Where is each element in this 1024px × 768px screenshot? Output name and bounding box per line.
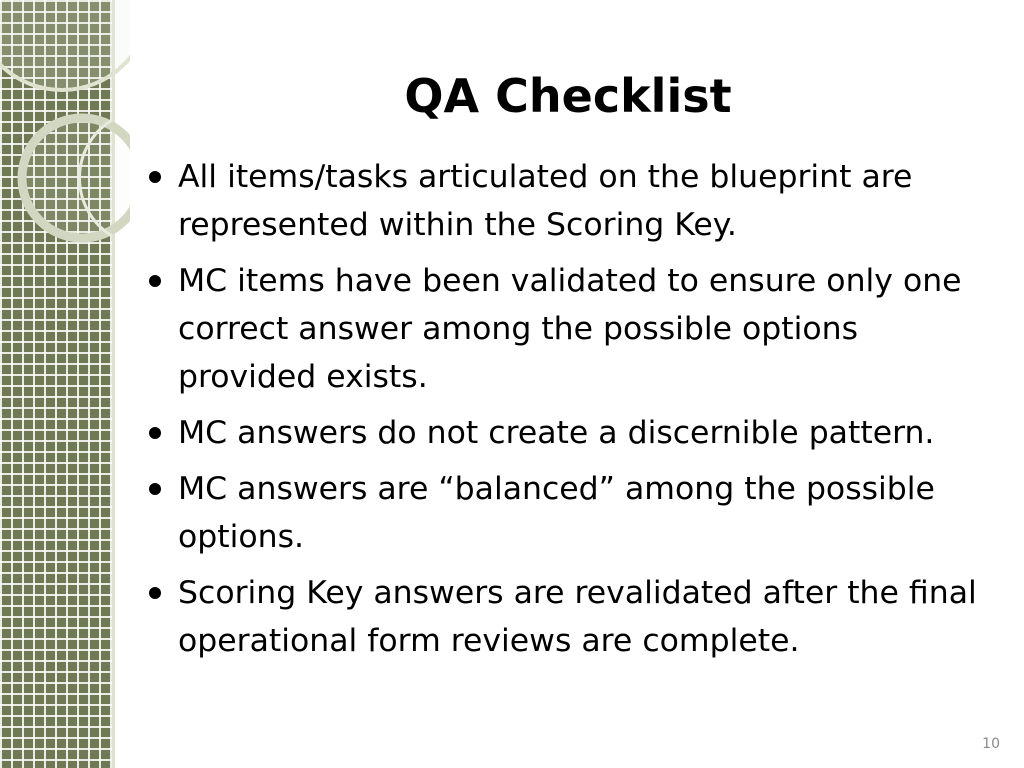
bullet-text: MC items have been validated to ensure only one correct answer among the possible options provided exists. bbox=[178, 263, 962, 395]
decorative-circles bbox=[0, 0, 130, 260]
bullet-icon bbox=[149, 427, 161, 439]
decorative-circle-large bbox=[0, 0, 130, 90]
bullet-text: MC answers are “balanced” among the possible options. bbox=[178, 471, 935, 555]
page-number: 10 bbox=[982, 736, 1000, 752]
bullet-text: All items/tasks articulated on the blueprint are represented within the Scoring Key. bbox=[178, 159, 913, 243]
decorative-circle-small bbox=[22, 118, 130, 238]
bullet-icon bbox=[149, 483, 161, 495]
bullet-item bbox=[145, 409, 995, 457]
bullet-item bbox=[145, 569, 995, 665]
bullet-text: Scoring Key answers are revalidated after the final operational form reviews are complete. bbox=[178, 575, 977, 659]
bullet-item bbox=[145, 465, 995, 561]
bullet-item bbox=[145, 153, 995, 249]
bullet-item bbox=[145, 257, 995, 401]
bullet-icon bbox=[149, 275, 161, 287]
bullet-list bbox=[145, 153, 995, 673]
bullet-text: MC answers do not create a discernible pattern. bbox=[178, 415, 935, 451]
slide-title: QA Checklist bbox=[404, 69, 732, 123]
bullet-icon bbox=[149, 587, 161, 599]
bullet-icon bbox=[149, 171, 161, 183]
